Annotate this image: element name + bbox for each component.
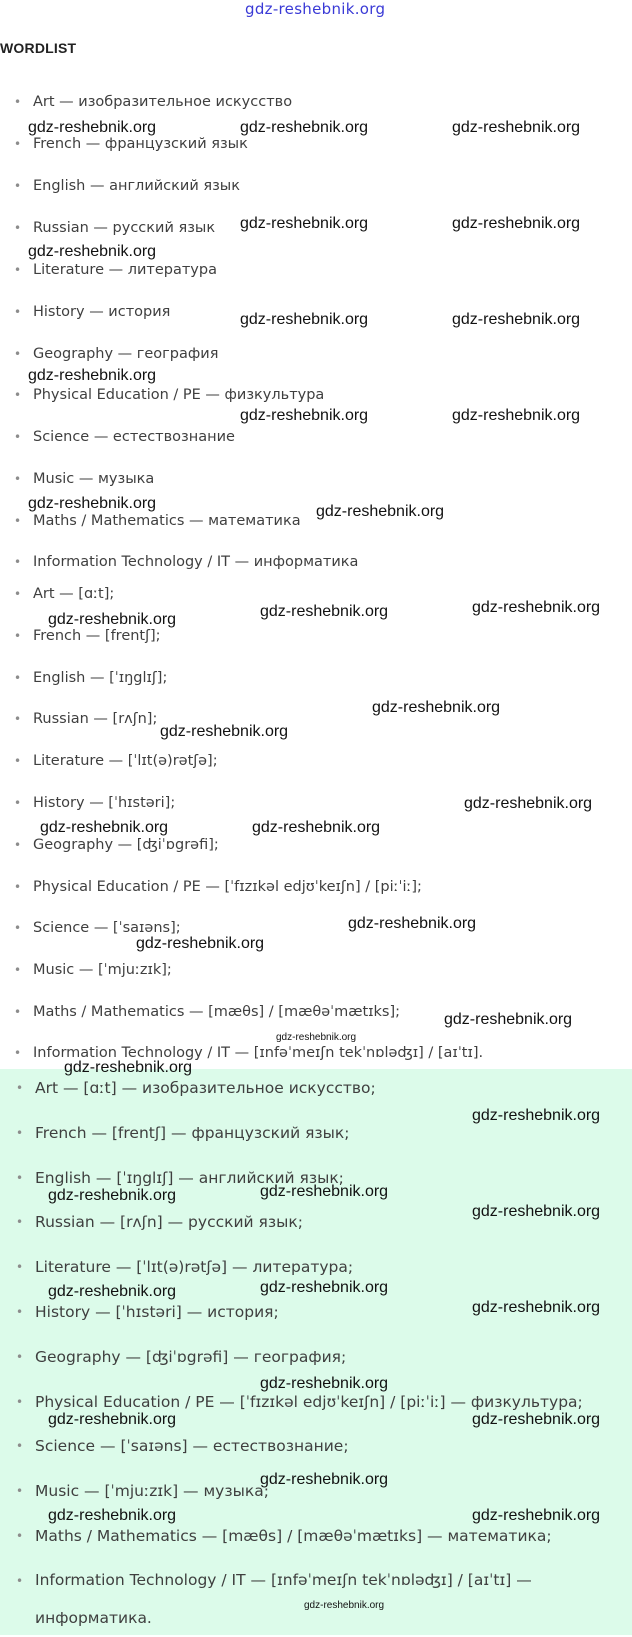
bullet-icon: •	[14, 514, 22, 528]
bullet-icon: •	[14, 221, 22, 235]
bullet-icon: •	[14, 796, 22, 810]
bullet-icon: •	[16, 1260, 24, 1274]
watermark: gdz-reshebnik.org	[276, 1032, 357, 1043]
watermark: gdz-reshebnik.org	[40, 819, 169, 836]
bullet-icon: •	[14, 347, 22, 361]
bullet-icon: •	[16, 1350, 24, 1364]
bullet-icon: •	[16, 1126, 24, 1140]
bullet-icon: •	[14, 305, 22, 319]
bullet-icon: •	[16, 1484, 24, 1498]
bullet-icon: •	[14, 555, 22, 569]
bullet-icon: •	[14, 671, 22, 685]
watermark: gdz-reshebnik.org	[260, 1375, 389, 1392]
bullet-icon: •	[14, 921, 22, 935]
site-link[interactable]: gdz-reshebnik.org	[245, 0, 386, 18]
bullet-icon: •	[14, 179, 22, 193]
watermark: gdz-reshebnik.org	[304, 1600, 385, 1611]
bullet-icon: •	[14, 629, 22, 643]
watermark: gdz-reshebnik.org	[260, 603, 389, 620]
watermark: gdz-reshebnik.org	[28, 243, 157, 260]
answer-box: • Art — [ɑːt] — изобразительное искусство; • French — [frentʃ] — французский язык; • English — [ˈɪŋglɪʃ] — английский язык; • Russian — [rʌʃn] — русский язык; • Literature — [ˈlɪt(ə)rətʃə] — литература; • History — [ˈhɪstəri] — история; • Geography — [ʤiˈɒgrəfi] — география; • Physical Education / PE — [ˈfɪzɪkəl edjʊˈkeɪʃn] / [piːˈiː] — физкультура; • Science — [ˈsaɪəns] — естествознание; • Music — [ˈmjuːzɪk] — музыка; • Maths / Mathematics — [mæθs] / [mæθəˈmætɪks] — математика; • Information Technology / IT — [ɪnfəˈmeɪʃn tekˈnɒləʤɪ] / [aɪˈtɪ] — информатика.	[0, 1069, 632, 1635]
watermark: gdz-reshebnik.org	[28, 495, 157, 512]
watermark: gdz-reshebnik.org	[48, 611, 177, 628]
watermark: gdz-reshebnik.org	[28, 367, 157, 384]
bullet-icon: •	[16, 1081, 24, 1095]
watermark: gdz-reshebnik.org	[372, 699, 501, 716]
watermark: gdz-reshebnik.org	[452, 119, 581, 136]
watermark: gdz-reshebnik.org	[472, 599, 601, 616]
watermark: gdz-reshebnik.org	[444, 1011, 573, 1028]
bullet-icon: •	[14, 137, 22, 151]
watermark: gdz-reshebnik.org	[136, 935, 265, 952]
bullet-icon: •	[14, 754, 22, 768]
bullet-icon: •	[14, 838, 22, 852]
bullet-icon: •	[14, 95, 22, 109]
bullet-icon: •	[14, 880, 22, 894]
watermark: gdz-reshebnik.org	[48, 1507, 177, 1524]
watermark: gdz-reshebnik.org	[260, 1183, 389, 1200]
bullet-icon: •	[16, 1305, 24, 1319]
watermark: gdz-reshebnik.org	[452, 311, 581, 328]
bullet-icon: •	[16, 1574, 24, 1588]
bullet-icon: •	[16, 1395, 24, 1409]
bullet-icon: •	[16, 1439, 24, 1453]
watermark: gdz-reshebnik.org	[240, 407, 369, 424]
watermark: gdz-reshebnik.org	[452, 407, 581, 424]
bullet-icon: •	[14, 1046, 22, 1060]
watermark: gdz-reshebnik.org	[464, 795, 593, 812]
watermark: gdz-reshebnik.org	[48, 1187, 177, 1204]
watermark: gdz-reshebnik.org	[64, 1059, 193, 1076]
watermark: gdz-reshebnik.org	[240, 311, 369, 328]
watermark: gdz-reshebnik.org	[252, 819, 381, 836]
bullet-icon: •	[16, 1529, 24, 1543]
bullet-icon: •	[14, 712, 22, 726]
bullet-icon: •	[14, 587, 22, 601]
bullet-icon: •	[14, 388, 22, 402]
watermark: gdz-reshebnik.org	[316, 503, 445, 520]
watermark: gdz-reshebnik.org	[472, 1107, 601, 1124]
watermark: gdz-reshebnik.org	[48, 1411, 177, 1428]
bullet-icon: •	[14, 263, 22, 277]
wordlist-heading: WORDLIST	[0, 40, 77, 56]
bullet-icon: •	[14, 430, 22, 444]
watermark: gdz-reshebnik.org	[472, 1203, 601, 1220]
watermark: gdz-reshebnik.org	[452, 215, 581, 232]
watermark: gdz-reshebnik.org	[472, 1507, 601, 1524]
bullet-icon: •	[14, 1005, 22, 1019]
watermark: gdz-reshebnik.org	[160, 723, 289, 740]
watermark: gdz-reshebnik.org	[240, 119, 369, 136]
watermark: gdz-reshebnik.org	[28, 119, 157, 136]
watermark: gdz-reshebnik.org	[472, 1411, 601, 1428]
bullet-icon: •	[16, 1215, 24, 1229]
watermark: gdz-reshebnik.org	[48, 1283, 177, 1300]
watermark: gdz-reshebnik.org	[260, 1471, 389, 1488]
watermark: gdz-reshebnik.org	[240, 215, 369, 232]
watermark: gdz-reshebnik.org	[348, 915, 477, 932]
bullet-icon: •	[14, 472, 22, 486]
bullet-icon: •	[14, 963, 22, 977]
bullet-icon: •	[16, 1171, 24, 1185]
watermark: gdz-reshebnik.org	[472, 1299, 601, 1316]
watermark: gdz-reshebnik.org	[260, 1279, 389, 1296]
